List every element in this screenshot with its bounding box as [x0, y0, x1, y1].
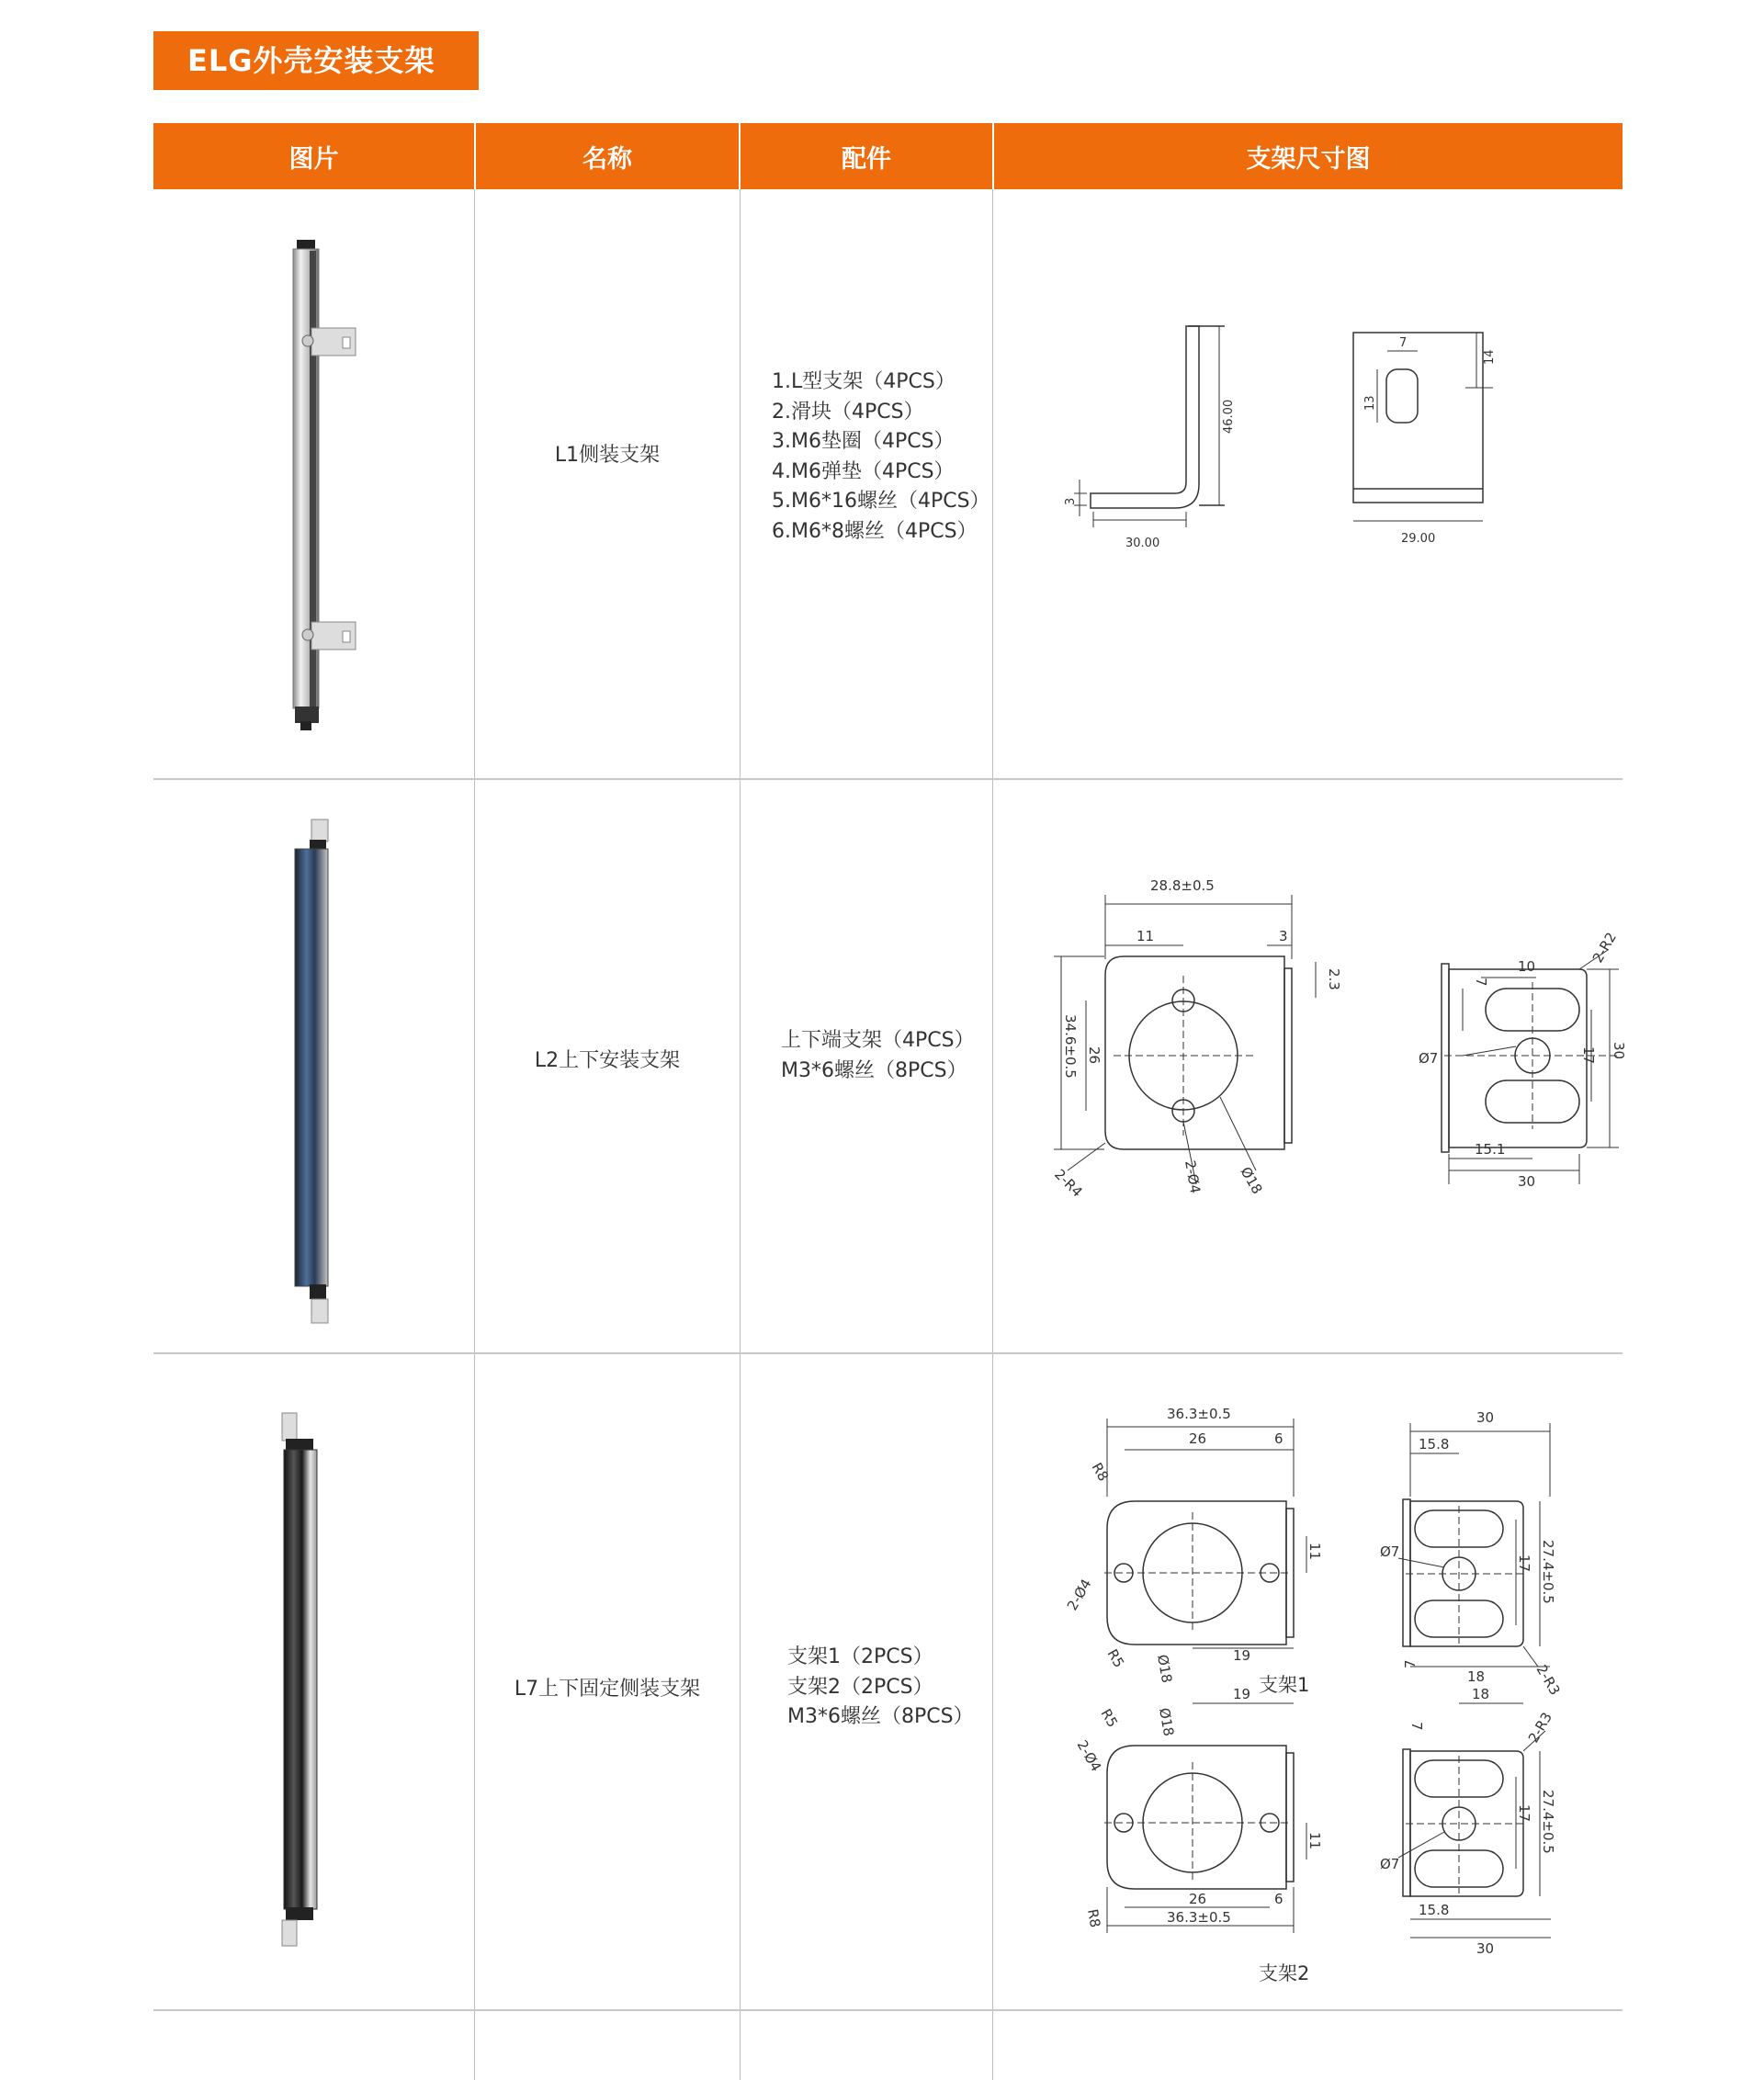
list-item: 6.M6*8螺丝（4PCS）: [772, 519, 978, 543]
header-accessories: 配件: [741, 123, 992, 189]
dim-26: 26: [1086, 1046, 1102, 1065]
list-item: 2.滑块（4PCS）: [772, 400, 924, 424]
dim-slot-top: 14: [1483, 349, 1497, 365]
drawing-caption: 支架2: [1259, 1962, 1310, 1984]
column-divider: [992, 189, 993, 2080]
drawing-caption: 支架1: [1259, 1674, 1310, 1696]
dim-7: 7: [1473, 978, 1489, 987]
column-divider: [474, 189, 475, 2080]
dimension-drawing-l1: [1061, 323, 1557, 562]
dim-d18: Ø18: [1237, 1164, 1266, 1197]
bracket-name: L1侧装支架: [554, 444, 661, 467]
bracket-name: L2上下安装支架: [534, 1049, 681, 1072]
accessory-list: [787, 1643, 974, 1733]
dim-d7: Ø7: [1380, 1856, 1400, 1872]
dim-26: 26: [1189, 1891, 1207, 1907]
dim-19: 19: [1233, 1686, 1251, 1702]
dim-r3: 2-R3: [1524, 1709, 1555, 1746]
dim-width: 29.00: [1401, 532, 1436, 546]
dim-d4: 2-Ø4: [1182, 1159, 1204, 1195]
dim-26: 26: [1189, 1430, 1207, 1447]
dim-30: 30: [1518, 1173, 1536, 1190]
product-image-l2: [264, 812, 374, 1327]
dim-23: 2.3: [1326, 968, 1342, 990]
dim-158: 15.8: [1419, 1902, 1450, 1918]
dim-r8: R8: [1084, 1907, 1104, 1929]
dim-17: 17: [1516, 1804, 1532, 1823]
dim-346: 34.6±0.5: [1062, 1014, 1079, 1079]
dim-d18: Ø18: [1154, 1653, 1176, 1685]
dim-151: 15.1: [1475, 1141, 1506, 1158]
dim-6: 6: [1274, 1430, 1283, 1447]
dim-height: 46.00: [1222, 399, 1236, 434]
dim-11: 11: [1306, 1832, 1323, 1850]
dim-11: 11: [1136, 928, 1155, 944]
dim-18: 18: [1467, 1668, 1486, 1685]
dim-3: 3: [1279, 928, 1288, 944]
dim-d7: Ø7: [1419, 1050, 1439, 1067]
column-divider: [740, 189, 741, 2080]
dim-19: 19: [1233, 1647, 1251, 1664]
product-image-l7: [264, 1409, 374, 1951]
dim-274: 27.4±0.5: [1540, 1540, 1556, 1604]
dim-30: 30: [1476, 1940, 1495, 1957]
dim-7: 7: [1408, 1722, 1425, 1731]
list-item: 上下端支架（4PCS）: [781, 1029, 975, 1052]
dim-length: 30.00: [1125, 537, 1160, 550]
row-divider: [153, 778, 1623, 780]
dim-d7: Ø7: [1380, 1543, 1400, 1560]
dim-6: 6: [1274, 1891, 1283, 1907]
dim-30: 30: [1476, 1409, 1495, 1426]
row-divider: [153, 1352, 1623, 1354]
list-item: 支架1（2PCS）: [787, 1645, 933, 1668]
dim-7: 7: [1402, 1659, 1419, 1668]
dim-d4: 2-Ø4: [1063, 1576, 1095, 1613]
dim-slot-w: 7: [1399, 336, 1408, 350]
list-item: 1.L型支架（4PCS）: [772, 370, 956, 393]
dim-r3: 2-R3: [1532, 1662, 1564, 1699]
dim-r5: R5: [1097, 1706, 1122, 1731]
accessory-list: [772, 367, 990, 547]
dim-r4: 2-R4: [1051, 1166, 1086, 1201]
section-title: ELG外壳安装支架: [153, 31, 479, 90]
bracket-name: L7上下固定侧装支架: [514, 1678, 701, 1701]
header-dimension: 支架尺寸图: [994, 123, 1623, 189]
dim-10: 10: [1518, 958, 1536, 975]
dim-slot-h: 13: [1363, 395, 1377, 411]
dim-18: 18: [1472, 1686, 1490, 1702]
dim-30v: 30: [1611, 1042, 1627, 1060]
dim-thickness: 3: [1064, 497, 1078, 505]
dim-363: 36.3±0.5: [1167, 1406, 1231, 1422]
dim-width: 28.8±0.5: [1150, 877, 1215, 894]
dim-r5: R5: [1103, 1646, 1128, 1671]
dimension-drawing-l7: [1012, 1400, 1564, 2025]
list-item: 4.M6弹垫（4PCS）: [772, 459, 955, 483]
product-image-l1: [264, 238, 374, 734]
list-item: 支架2（2PCS）: [787, 1675, 933, 1699]
dim-r8: R8: [1088, 1460, 1113, 1485]
dim-d4: 2-Ø4: [1073, 1737, 1105, 1775]
header-name: 名称: [476, 123, 739, 189]
dim-363: 36.3±0.5: [1167, 1909, 1231, 1926]
dim-17: 17: [1580, 1046, 1597, 1065]
dimension-drawing-l2: [1012, 867, 1627, 1299]
dim-17: 17: [1516, 1554, 1532, 1573]
dim-r2: 2-R2: [1589, 929, 1620, 966]
list-item: 3.M6垫圈（4PCS）: [772, 430, 955, 453]
dim-11: 11: [1306, 1543, 1323, 1561]
dim-274: 27.4±0.5: [1540, 1790, 1556, 1854]
dim-158: 15.8: [1419, 1436, 1450, 1453]
list-item: M3*6螺丝（8PCS）: [781, 1058, 967, 1082]
header-picture: 图片: [153, 123, 474, 189]
accessory-list: [781, 1026, 975, 1086]
list-item: 5.M6*16螺丝（4PCS）: [772, 490, 990, 513]
dim-d18: Ø18: [1156, 1706, 1178, 1738]
list-item: M3*6螺丝（8PCS）: [787, 1705, 974, 1728]
